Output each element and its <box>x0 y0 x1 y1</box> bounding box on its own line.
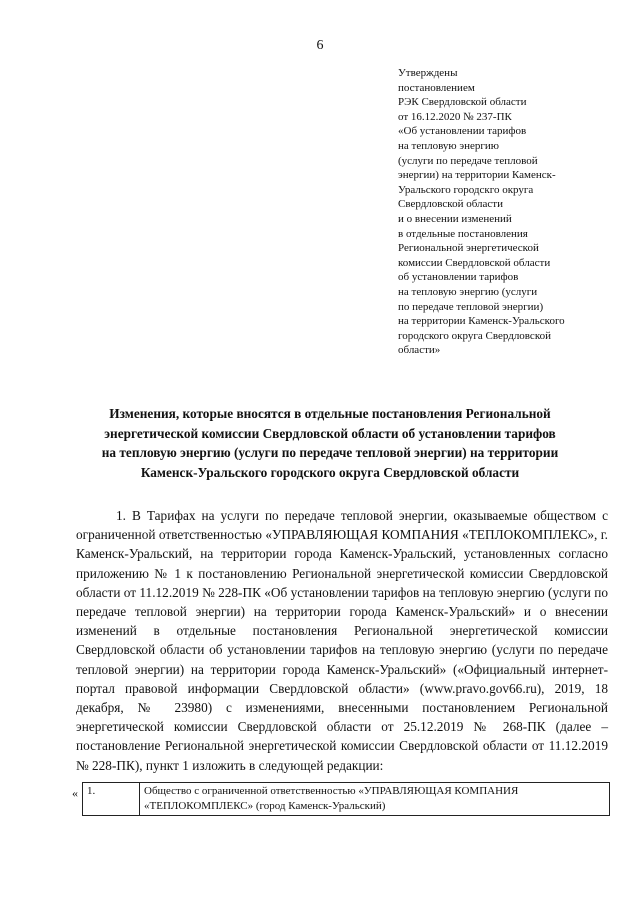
title-line: на тепловую энергию (услуги по передаче тепловой энергии) на территории <box>101 445 559 460</box>
approval-line: на территории Каменск-Уральского <box>398 315 565 328</box>
approval-line: Региональной энергетической <box>398 242 539 255</box>
approval-line: на тепловую энергию (услуги <box>398 285 538 298</box>
approval-line: об установлении тарифов <box>398 271 519 284</box>
approval-line: городского округа Свердловской <box>398 329 551 342</box>
title-line: Каменск-Уральского городского округа Свердловской области <box>140 464 520 480</box>
row-number: 1. <box>83 783 140 816</box>
approval-line: Уральского городскго округа <box>398 183 534 196</box>
approval-line: и о внесении изменений <box>398 212 512 225</box>
paragraph-1: 1. В Тарифах на услуги по передаче тепловой энергии, оказываемые обществом с ограниченной ответственностью «УПРАВЛЯЮЩАЯ КОМПАНИЯ «ТЕПЛОКОМПЛЕКС», г. Каменск-Уральский, на территории города Каменск-Уральский, установленных согласно приложению № 1 к постановлению Региональной энергетической комиссии Свердловской области от 11.12.2019 № 228-ПК «Об установлении тарифов на тепловую энергию (услуги по передаче тепловой энергии) на территории города Каменск-Уральский» и о внесении изменений в отдельные постановления Региональной энергетической комиссии Свердловской области об установлении тарифов на тепловую энергию (услуги по передаче тепловой энергии) на территории города Каменск-Уральский» («Официальный интернет-портал правовой информации Свердловской области» (www.pravo.gov66.ru), 2019, 18 декабря, № 23980) с изменениями, внесенными постановлением Региональной энергетической комиссии Свердловской области от 25.12.2019 № 268-ПК (далее – постановление Региональной энергетической комиссии Свердловской области от 11.12.2019 № 228-ПК), пункт 1 изложить в следующей редакции: <box>76 508 608 773</box>
document-title <box>70 404 590 482</box>
approval-line: от 16.12.2020 № 237-ПК <box>398 110 512 123</box>
approval-line: постановлением <box>398 81 475 94</box>
approval-line: (услуги по передаче тепловой <box>398 154 538 167</box>
approval-line: РЭК Свердловской области <box>398 96 527 109</box>
approval-line: комиссии Свердловской области <box>398 256 551 269</box>
approval-block <box>398 66 633 358</box>
approval-line: по передаче тепловой энергии) <box>398 300 544 313</box>
approval-line: Свердловской области <box>398 198 503 211</box>
approval-line: в отдельные постановления <box>398 227 528 240</box>
opening-quote: « <box>72 786 78 800</box>
body-text <box>76 506 608 775</box>
tariff-table <box>82 782 610 816</box>
title-line: Изменения, которые вносятся в отдельные постановления Региональной <box>109 406 551 421</box>
approval-line: «Об установлении тарифов <box>398 125 527 138</box>
page-number: 6 <box>316 38 324 53</box>
table-row <box>83 783 610 816</box>
row-organization: Общество с ограниченной ответственностью «УПРАВЛЯЮЩАЯ КОМПАНИЯ «ТЕПЛОКОМПЛЕКС» (город Каменск-Уральский) <box>140 783 610 816</box>
approval-line: области» <box>398 344 441 357</box>
approval-line: на тепловую энергию <box>398 139 499 152</box>
title-line: энергетической комиссии Свердловской области об установлении тарифов <box>104 425 556 441</box>
approval-line: Утверждены <box>398 67 458 79</box>
approval-line: энергии) на территории Каменск- <box>398 169 556 182</box>
